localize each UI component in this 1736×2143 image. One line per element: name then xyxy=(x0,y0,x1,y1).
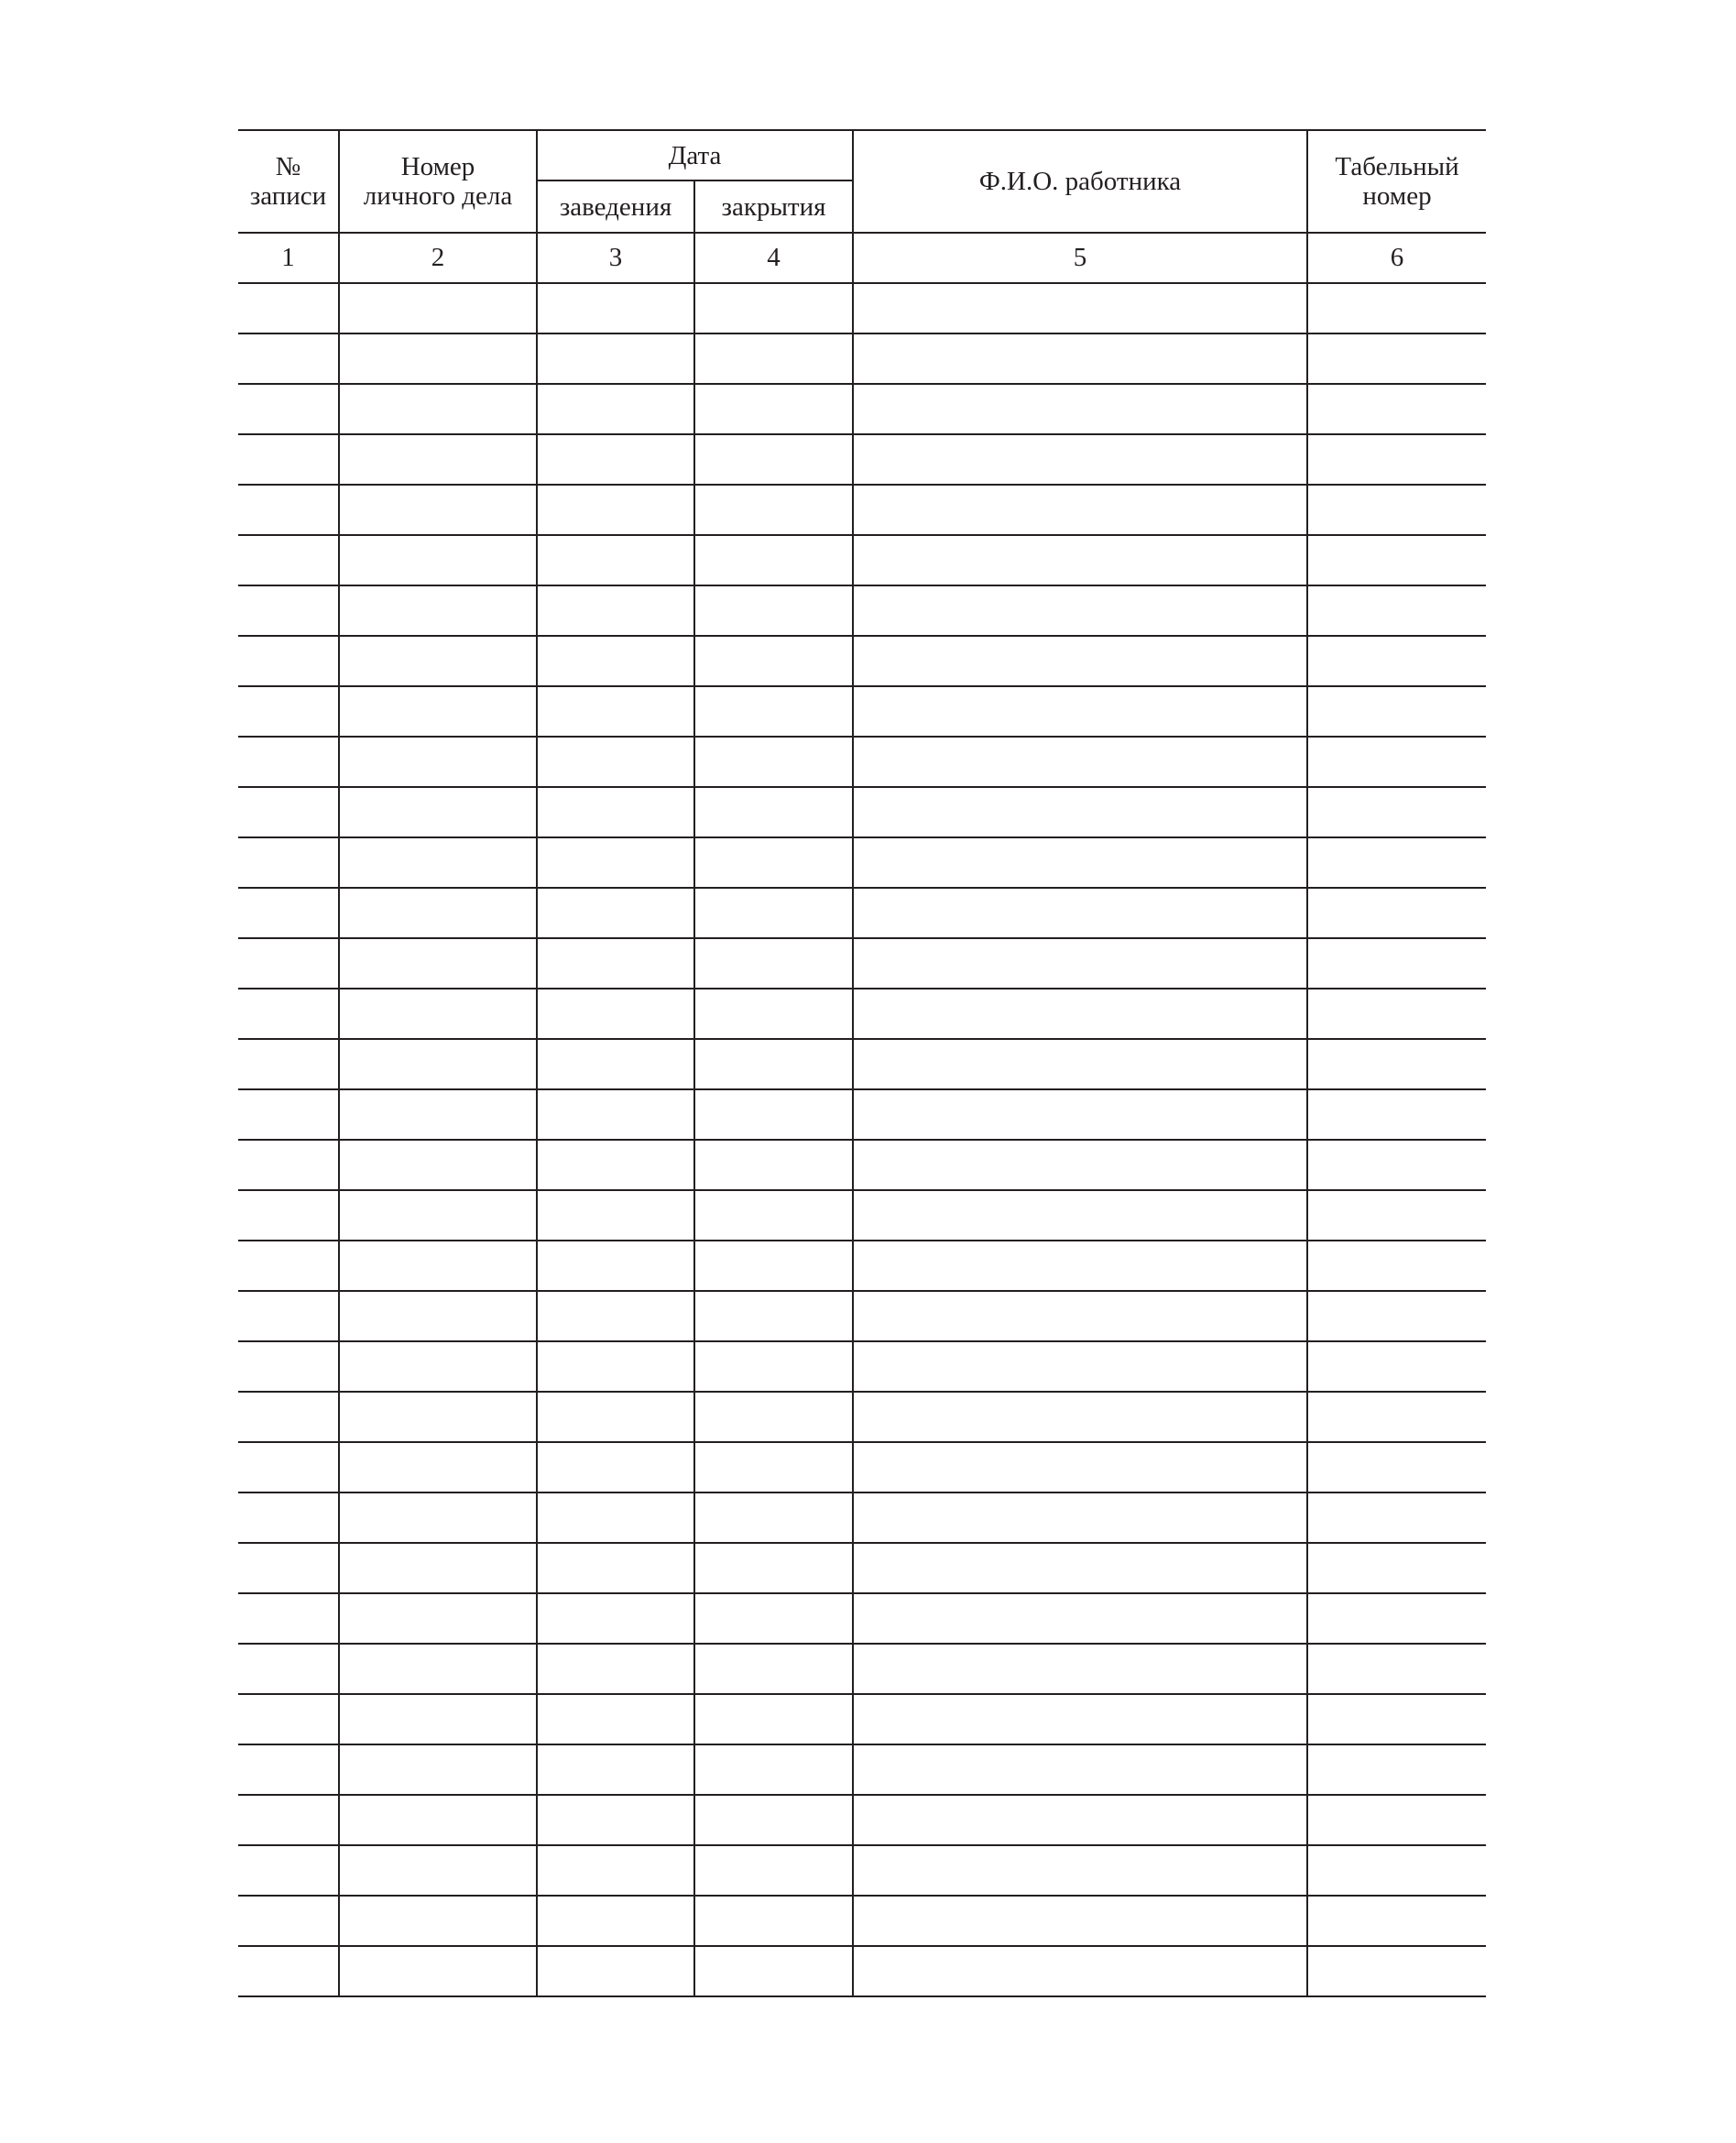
cell-date-closed[interactable] xyxy=(694,1946,853,1996)
cell-date-opened[interactable] xyxy=(537,1442,694,1492)
cell-personnel-number[interactable] xyxy=(1307,1946,1486,1996)
cell-file-number[interactable] xyxy=(339,888,537,938)
table-row xyxy=(238,989,1486,1039)
cell-personnel-number[interactable] xyxy=(1307,1543,1486,1593)
cell-personnel-number[interactable] xyxy=(1307,888,1486,938)
cell-date-opened[interactable] xyxy=(537,1694,694,1744)
cell-date-closed[interactable] xyxy=(694,989,853,1039)
cell-employee-name[interactable] xyxy=(853,1795,1307,1845)
table-row xyxy=(238,636,1486,686)
table-row xyxy=(238,938,1486,989)
cell-record-number[interactable] xyxy=(238,535,339,585)
cell-file-number[interactable] xyxy=(339,787,537,837)
cell-employee-name[interactable] xyxy=(853,1039,1307,1089)
cell-file-number[interactable] xyxy=(339,1492,537,1543)
table-row xyxy=(238,1694,1486,1744)
header-date: Дата xyxy=(537,130,853,180)
cell-employee-name[interactable] xyxy=(853,1140,1307,1190)
cell-date-closed[interactable] xyxy=(694,1442,853,1492)
cell-employee-name[interactable] xyxy=(853,384,1307,434)
table-row xyxy=(238,1744,1486,1795)
cell-employee-name[interactable] xyxy=(853,434,1307,485)
cell-file-number[interactable] xyxy=(339,1190,537,1241)
cell-file-number[interactable] xyxy=(339,1694,537,1744)
cell-record-number[interactable] xyxy=(238,384,339,434)
cell-employee-name[interactable] xyxy=(853,485,1307,535)
cell-employee-name[interactable] xyxy=(853,989,1307,1039)
cell-record-number[interactable] xyxy=(238,737,339,787)
cell-date-closed[interactable] xyxy=(694,384,853,434)
cell-date-opened[interactable] xyxy=(537,636,694,686)
cell-record-number[interactable] xyxy=(238,938,339,989)
cell-record-number[interactable] xyxy=(238,1140,339,1190)
cell-date-closed[interactable] xyxy=(694,585,853,636)
cell-file-number[interactable] xyxy=(339,384,537,434)
header-record-number: № записи xyxy=(238,130,339,233)
cell-date-opened[interactable] xyxy=(537,1543,694,1593)
column-number: 2 xyxy=(339,233,537,283)
cell-date-closed[interactable] xyxy=(694,1190,853,1241)
cell-record-number[interactable] xyxy=(238,1241,339,1291)
cell-file-number[interactable] xyxy=(339,585,537,636)
table-row xyxy=(238,787,1486,837)
cell-date-closed[interactable] xyxy=(694,1241,853,1291)
cell-file-number[interactable] xyxy=(339,1442,537,1492)
cell-date-closed[interactable] xyxy=(694,1341,853,1392)
cell-file-number[interactable] xyxy=(339,434,537,485)
register-body xyxy=(238,283,1486,1996)
cell-record-number[interactable] xyxy=(238,837,339,888)
column-number: 3 xyxy=(537,233,694,283)
table-row xyxy=(238,1896,1486,1946)
cell-file-number[interactable] xyxy=(339,1744,537,1795)
cell-employee-name[interactable] xyxy=(853,585,1307,636)
table-row xyxy=(238,1492,1486,1543)
cell-employee-name[interactable] xyxy=(853,1190,1307,1241)
cell-date-closed[interactable] xyxy=(694,283,853,333)
cell-record-number[interactable] xyxy=(238,1341,339,1392)
table-row xyxy=(238,434,1486,485)
cell-personnel-number[interactable] xyxy=(1307,333,1486,384)
cell-record-number[interactable] xyxy=(238,1089,339,1140)
table-row xyxy=(238,333,1486,384)
cell-record-number[interactable] xyxy=(238,636,339,686)
table-row xyxy=(238,686,1486,737)
cell-file-number[interactable] xyxy=(339,989,537,1039)
header-employee-name: Ф.И.О. работника xyxy=(853,130,1307,233)
cell-employee-name[interactable] xyxy=(853,1593,1307,1644)
cell-date-opened[interactable] xyxy=(537,1946,694,1996)
cell-personnel-number[interactable] xyxy=(1307,1089,1486,1140)
table-row xyxy=(238,283,1486,333)
cell-file-number[interactable] xyxy=(339,837,537,888)
cell-employee-name[interactable] xyxy=(853,837,1307,888)
cell-date-opened[interactable] xyxy=(537,434,694,485)
cell-date-opened[interactable] xyxy=(537,485,694,535)
cell-record-number[interactable] xyxy=(238,585,339,636)
cell-date-opened[interactable] xyxy=(537,585,694,636)
cell-date-closed[interactable] xyxy=(694,535,853,585)
table-row xyxy=(238,737,1486,787)
table-row xyxy=(238,485,1486,535)
cell-record-number[interactable] xyxy=(238,1190,339,1241)
cell-date-opened[interactable] xyxy=(537,837,694,888)
cell-date-closed[interactable] xyxy=(694,434,853,485)
cell-record-number[interactable] xyxy=(238,1644,339,1694)
cell-employee-name[interactable] xyxy=(853,636,1307,686)
cell-file-number[interactable] xyxy=(339,283,537,333)
cell-file-number[interactable] xyxy=(339,1089,537,1140)
cell-personnel-number[interactable] xyxy=(1307,1593,1486,1644)
table-row xyxy=(238,837,1486,888)
cell-personnel-number[interactable] xyxy=(1307,1896,1486,1946)
cell-record-number[interactable] xyxy=(238,787,339,837)
cell-employee-name[interactable] xyxy=(853,1392,1307,1442)
cell-date-closed[interactable] xyxy=(694,888,853,938)
cell-personnel-number[interactable] xyxy=(1307,1392,1486,1442)
cell-personnel-number[interactable] xyxy=(1307,636,1486,686)
column-number: 1 xyxy=(238,233,339,283)
table-row xyxy=(238,1140,1486,1190)
cell-record-number[interactable] xyxy=(238,1744,339,1795)
cell-personnel-number[interactable] xyxy=(1307,787,1486,837)
cell-employee-name[interactable] xyxy=(853,1644,1307,1694)
cell-date-opened[interactable] xyxy=(537,1392,694,1442)
cell-file-number[interactable] xyxy=(339,1946,537,1996)
cell-date-opened[interactable] xyxy=(537,1241,694,1291)
cell-record-number[interactable] xyxy=(238,1392,339,1442)
table-row xyxy=(238,535,1486,585)
cell-personnel-number[interactable] xyxy=(1307,485,1486,535)
table-row xyxy=(238,1593,1486,1644)
cell-employee-name[interactable] xyxy=(853,1744,1307,1795)
cell-file-number[interactable] xyxy=(339,1644,537,1694)
cell-personnel-number[interactable] xyxy=(1307,1644,1486,1694)
cell-date-opened[interactable] xyxy=(537,1744,694,1795)
cell-date-opened[interactable] xyxy=(537,1089,694,1140)
table-row xyxy=(238,1644,1486,1694)
cell-personnel-number[interactable] xyxy=(1307,837,1486,888)
cell-file-number[interactable] xyxy=(339,535,537,585)
cell-date-opened[interactable] xyxy=(537,1593,694,1644)
cell-date-opened[interactable] xyxy=(537,333,694,384)
cell-date-closed[interactable] xyxy=(694,1492,853,1543)
cell-date-opened[interactable] xyxy=(537,1190,694,1241)
header-personnel-number: Табельный номер xyxy=(1307,130,1486,233)
cell-record-number[interactable] xyxy=(238,888,339,938)
cell-personnel-number[interactable] xyxy=(1307,737,1486,787)
cell-date-closed[interactable] xyxy=(694,333,853,384)
cell-employee-name[interactable] xyxy=(853,1241,1307,1291)
cell-personnel-number[interactable] xyxy=(1307,1442,1486,1492)
cell-record-number[interactable] xyxy=(238,333,339,384)
cell-date-opened[interactable] xyxy=(537,888,694,938)
table-row xyxy=(238,1039,1486,1089)
cell-date-opened[interactable] xyxy=(537,686,694,737)
cell-date-opened[interactable] xyxy=(537,1845,694,1896)
cell-employee-name[interactable] xyxy=(853,1694,1307,1744)
cell-personnel-number[interactable] xyxy=(1307,938,1486,989)
cell-file-number[interactable] xyxy=(339,1392,537,1442)
table-row xyxy=(238,1543,1486,1593)
cell-date-closed[interactable] xyxy=(694,1644,853,1694)
cell-file-number[interactable] xyxy=(339,938,537,989)
cell-employee-name[interactable] xyxy=(853,1291,1307,1341)
cell-record-number[interactable] xyxy=(238,485,339,535)
cell-record-number[interactable] xyxy=(238,1795,339,1845)
cell-file-number[interactable] xyxy=(339,333,537,384)
cell-personnel-number[interactable] xyxy=(1307,585,1486,636)
cell-employee-name[interactable] xyxy=(853,686,1307,737)
cell-date-closed[interactable] xyxy=(694,1896,853,1946)
cell-date-closed[interactable] xyxy=(694,1291,853,1341)
cell-date-opened[interactable] xyxy=(537,283,694,333)
cell-date-closed[interactable] xyxy=(694,1089,853,1140)
cell-date-closed[interactable] xyxy=(694,485,853,535)
cell-date-closed[interactable] xyxy=(694,1593,853,1644)
header-date-closed: закрытия xyxy=(694,180,853,233)
cell-employee-name[interactable] xyxy=(853,1896,1307,1946)
cell-personnel-number[interactable] xyxy=(1307,1140,1486,1190)
cell-date-opened[interactable] xyxy=(537,1644,694,1694)
cell-record-number[interactable] xyxy=(238,989,339,1039)
cell-date-closed[interactable] xyxy=(694,1543,853,1593)
cell-employee-name[interactable] xyxy=(853,888,1307,938)
table-row xyxy=(238,1341,1486,1392)
cell-date-closed[interactable] xyxy=(694,636,853,686)
cell-employee-name[interactable] xyxy=(853,1341,1307,1392)
cell-file-number[interactable] xyxy=(339,1896,537,1946)
cell-personnel-number[interactable] xyxy=(1307,1492,1486,1543)
cell-file-number[interactable] xyxy=(339,1593,537,1644)
cell-date-closed[interactable] xyxy=(694,1845,853,1896)
cell-date-closed[interactable] xyxy=(694,787,853,837)
cell-file-number[interactable] xyxy=(339,1039,537,1089)
cell-employee-name[interactable] xyxy=(853,283,1307,333)
cell-record-number[interactable] xyxy=(238,1492,339,1543)
cell-personnel-number[interactable] xyxy=(1307,384,1486,434)
cell-record-number[interactable] xyxy=(238,1543,339,1593)
cell-date-opened[interactable] xyxy=(537,535,694,585)
cell-date-opened[interactable] xyxy=(537,1140,694,1190)
cell-employee-name[interactable] xyxy=(853,1543,1307,1593)
cell-personnel-number[interactable] xyxy=(1307,535,1486,585)
header-personal-file-number: Номер личного дела xyxy=(339,130,537,233)
cell-file-number[interactable] xyxy=(339,686,537,737)
cell-date-opened[interactable] xyxy=(537,1039,694,1089)
cell-date-closed[interactable] xyxy=(694,1392,853,1442)
cell-record-number[interactable] xyxy=(238,1291,339,1341)
table-row xyxy=(238,585,1486,636)
cell-date-closed[interactable] xyxy=(694,837,853,888)
cell-record-number[interactable] xyxy=(238,686,339,737)
table-row xyxy=(238,1241,1486,1291)
table-row xyxy=(238,1392,1486,1442)
cell-date-opened[interactable] xyxy=(537,1492,694,1543)
cell-employee-name[interactable] xyxy=(853,1946,1307,1996)
cell-personnel-number[interactable] xyxy=(1307,1241,1486,1291)
table-row xyxy=(238,1845,1486,1896)
cell-date-opened[interactable] xyxy=(537,989,694,1039)
table-row xyxy=(238,1089,1486,1140)
table-row xyxy=(238,1795,1486,1845)
cell-file-number[interactable] xyxy=(339,1845,537,1896)
cell-file-number[interactable] xyxy=(339,1543,537,1593)
cell-date-closed[interactable] xyxy=(694,686,853,737)
cell-employee-name[interactable] xyxy=(853,333,1307,384)
column-number: 4 xyxy=(694,233,853,283)
cell-file-number[interactable] xyxy=(339,1795,537,1845)
cell-personnel-number[interactable] xyxy=(1307,686,1486,737)
cell-employee-name[interactable] xyxy=(853,1845,1307,1896)
cell-date-opened[interactable] xyxy=(537,1291,694,1341)
column-number: 5 xyxy=(853,233,1307,283)
cell-employee-name[interactable] xyxy=(853,737,1307,787)
cell-date-opened[interactable] xyxy=(537,938,694,989)
cell-employee-name[interactable] xyxy=(853,787,1307,837)
cell-date-opened[interactable] xyxy=(537,787,694,837)
cell-personnel-number[interactable] xyxy=(1307,1190,1486,1241)
cell-employee-name[interactable] xyxy=(853,1492,1307,1543)
cell-record-number[interactable] xyxy=(238,1946,339,1996)
cell-personnel-number[interactable] xyxy=(1307,1744,1486,1795)
cell-date-closed[interactable] xyxy=(694,1140,853,1190)
header-date-opened: заведения xyxy=(537,180,694,233)
cell-employee-name[interactable] xyxy=(853,938,1307,989)
cell-date-opened[interactable] xyxy=(537,1896,694,1946)
table-row xyxy=(238,1190,1486,1241)
cell-record-number[interactable] xyxy=(238,1442,339,1492)
cell-date-opened[interactable] xyxy=(537,1341,694,1392)
cell-record-number[interactable] xyxy=(238,1039,339,1089)
cell-employee-name[interactable] xyxy=(853,1442,1307,1492)
cell-file-number[interactable] xyxy=(339,485,537,535)
cell-date-opened[interactable] xyxy=(537,1795,694,1845)
cell-record-number[interactable] xyxy=(238,434,339,485)
cell-record-number[interactable] xyxy=(238,283,339,333)
cell-date-closed[interactable] xyxy=(694,1744,853,1795)
cell-date-opened[interactable] xyxy=(537,737,694,787)
cell-personnel-number[interactable] xyxy=(1307,1341,1486,1392)
cell-personnel-number[interactable] xyxy=(1307,1694,1486,1744)
personnel-files-register-table xyxy=(238,129,1486,1997)
cell-file-number[interactable] xyxy=(339,636,537,686)
cell-file-number[interactable] xyxy=(339,1241,537,1291)
cell-date-opened[interactable] xyxy=(537,384,694,434)
cell-personnel-number[interactable] xyxy=(1307,434,1486,485)
column-number: 6 xyxy=(1307,233,1486,283)
cell-date-closed[interactable] xyxy=(694,1694,853,1744)
table-row xyxy=(238,1442,1486,1492)
cell-employee-name[interactable] xyxy=(853,535,1307,585)
cell-date-closed[interactable] xyxy=(694,737,853,787)
table-row xyxy=(238,1946,1486,1996)
cell-personnel-number[interactable] xyxy=(1307,283,1486,333)
cell-personnel-number[interactable] xyxy=(1307,1291,1486,1341)
cell-personnel-number[interactable] xyxy=(1307,1845,1486,1896)
table-row xyxy=(238,888,1486,938)
cell-record-number[interactable] xyxy=(238,1896,339,1946)
cell-file-number[interactable] xyxy=(339,737,537,787)
cell-employee-name[interactable] xyxy=(853,1089,1307,1140)
cell-file-number[interactable] xyxy=(339,1140,537,1190)
cell-date-closed[interactable] xyxy=(694,1039,853,1089)
cell-record-number[interactable] xyxy=(238,1593,339,1644)
cell-file-number[interactable] xyxy=(339,1341,537,1392)
cell-file-number[interactable] xyxy=(339,1291,537,1341)
cell-personnel-number[interactable] xyxy=(1307,989,1486,1039)
cell-date-closed[interactable] xyxy=(694,938,853,989)
cell-personnel-number[interactable] xyxy=(1307,1039,1486,1089)
table-row xyxy=(238,1291,1486,1341)
cell-record-number[interactable] xyxy=(238,1845,339,1896)
table-row xyxy=(238,384,1486,434)
cell-record-number[interactable] xyxy=(238,1694,339,1744)
cell-date-closed[interactable] xyxy=(694,1795,853,1845)
cell-personnel-number[interactable] xyxy=(1307,1795,1486,1845)
